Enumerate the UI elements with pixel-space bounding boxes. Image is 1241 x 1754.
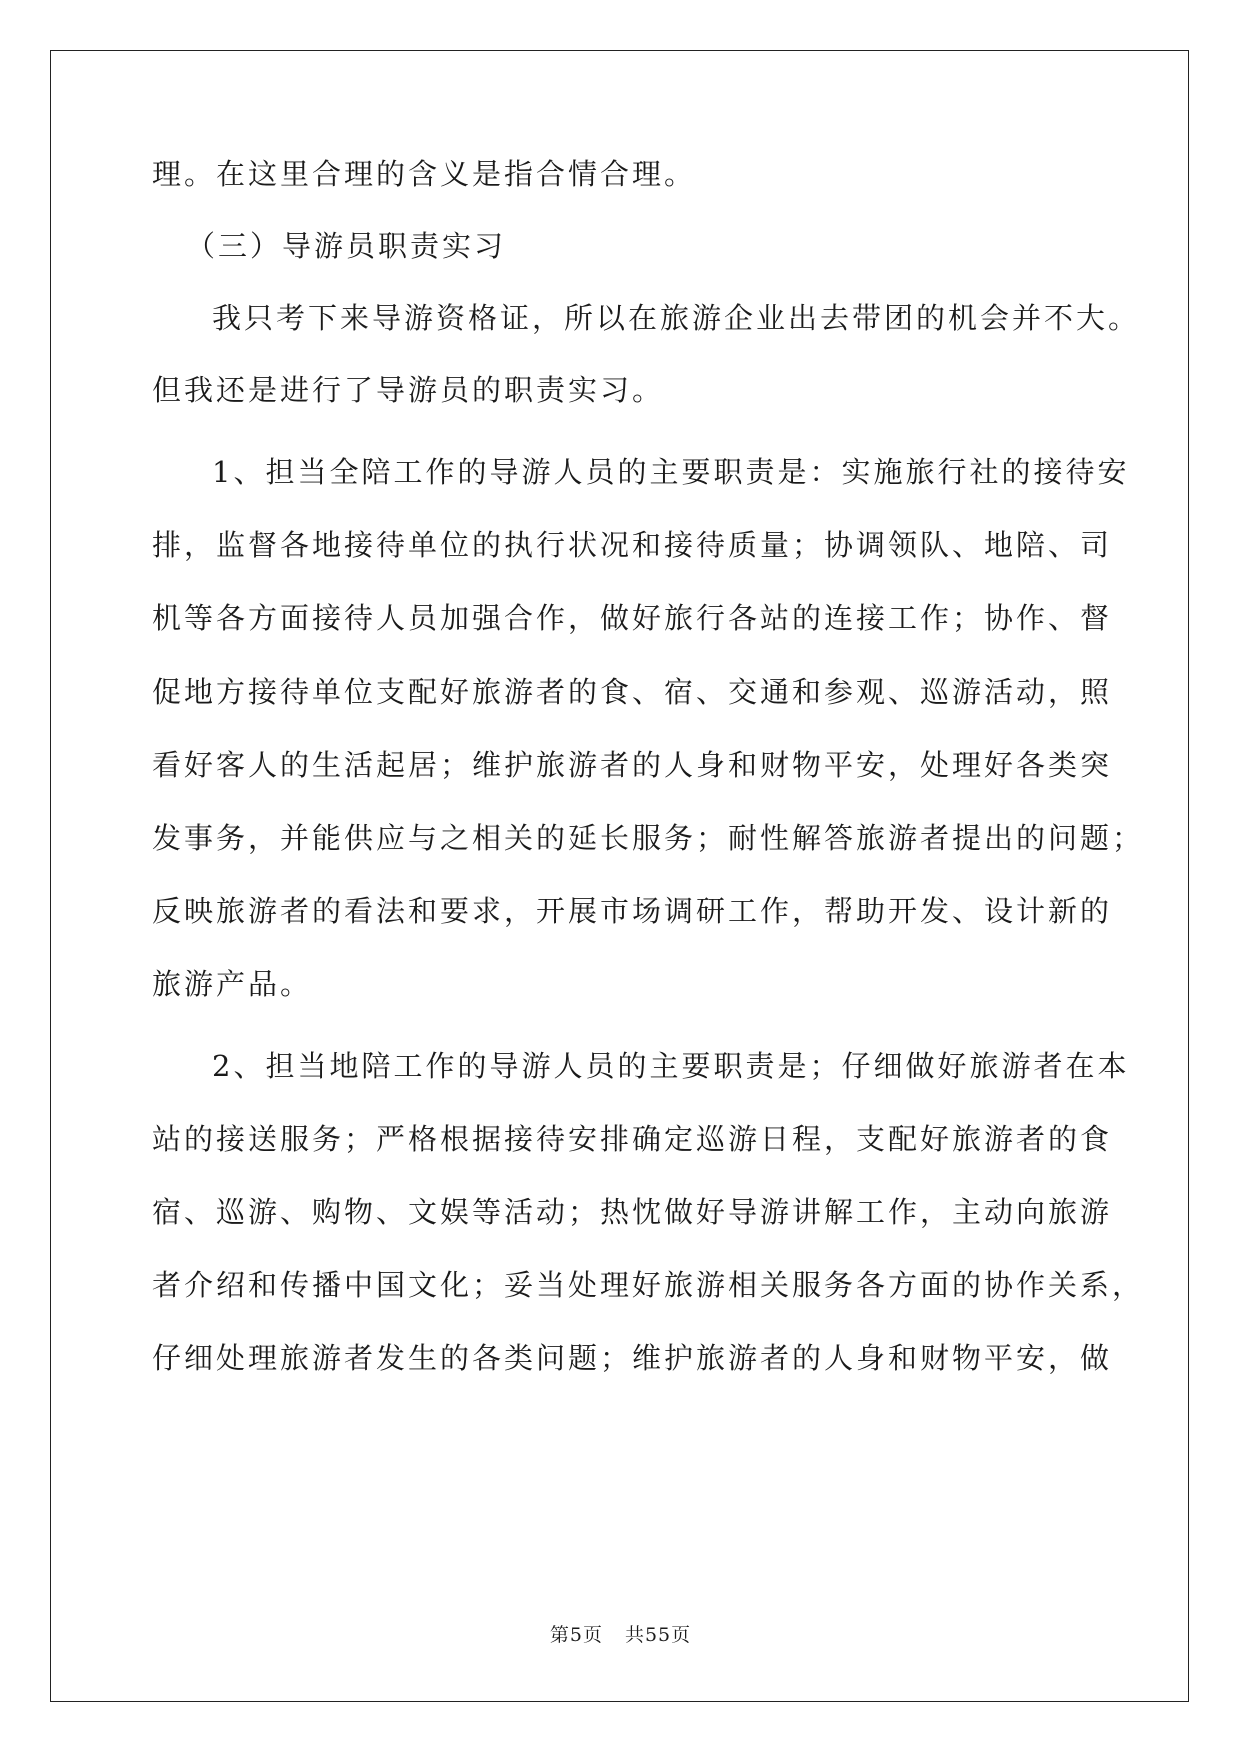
text-line: 1、担当全陪工作的导游人员的主要职责是：实施旅行社的接待安: [212, 455, 1130, 489]
text-line: 理。在这里合理的含义是指合情合理。: [152, 157, 697, 191]
page-total: 共55页: [624, 1624, 692, 1646]
text-line: 发事务，并能供应与之相关的延长服务；耐性解答旅游者提出的问题；: [152, 821, 1145, 855]
text-line: 我只考下来导游资格证，所以在旅游企业出去带团的机会并不大。: [212, 301, 1141, 335]
text-line: 促地方接待单位支配好旅游者的食、宿、交通和参观、巡游活动，照: [152, 675, 1113, 709]
text-line: 仔细处理旅游者发生的各类问题；维护旅游者的人身和财物平安，做: [152, 1341, 1113, 1375]
page-number: 第5页: [549, 1624, 603, 1646]
text-line: 者介绍和传播中国文化；妥当处理好旅游相关服务各方面的协作关系，: [152, 1268, 1145, 1302]
text-line: 2、担当地陪工作的导游人员的主要职责是；仔细做好旅游者在本: [212, 1049, 1130, 1083]
text-line: 但我还是进行了导游员的职责实习。: [152, 373, 665, 407]
text-line: 机等各方面接待人员加强合作，做好旅行各站的连接工作；协作、督: [152, 601, 1113, 635]
text-line: 宿、巡游、购物、文娱等活动；热忱做好导游讲解工作，主动向旅游: [152, 1195, 1113, 1229]
text-line: 旅游产品。: [152, 967, 313, 1001]
text-line: 排，监督各地接待单位的执行状况和接待质量；协调领队、地陪、司: [152, 528, 1113, 562]
page-footer: [0, 1622, 1241, 1648]
text-line: 反映旅游者的看法和要求，开展市场调研工作，帮助开发、设计新的: [152, 894, 1113, 928]
text-line: 站的接送服务；严格根据接待安排确定巡游日程，支配好旅游者的食: [152, 1122, 1113, 1156]
section-heading: （三）导游员职责实习: [186, 229, 507, 263]
text-line: 看好客人的生活起居；维护旅游者的人身和财物平安，处理好各类突: [152, 748, 1113, 782]
